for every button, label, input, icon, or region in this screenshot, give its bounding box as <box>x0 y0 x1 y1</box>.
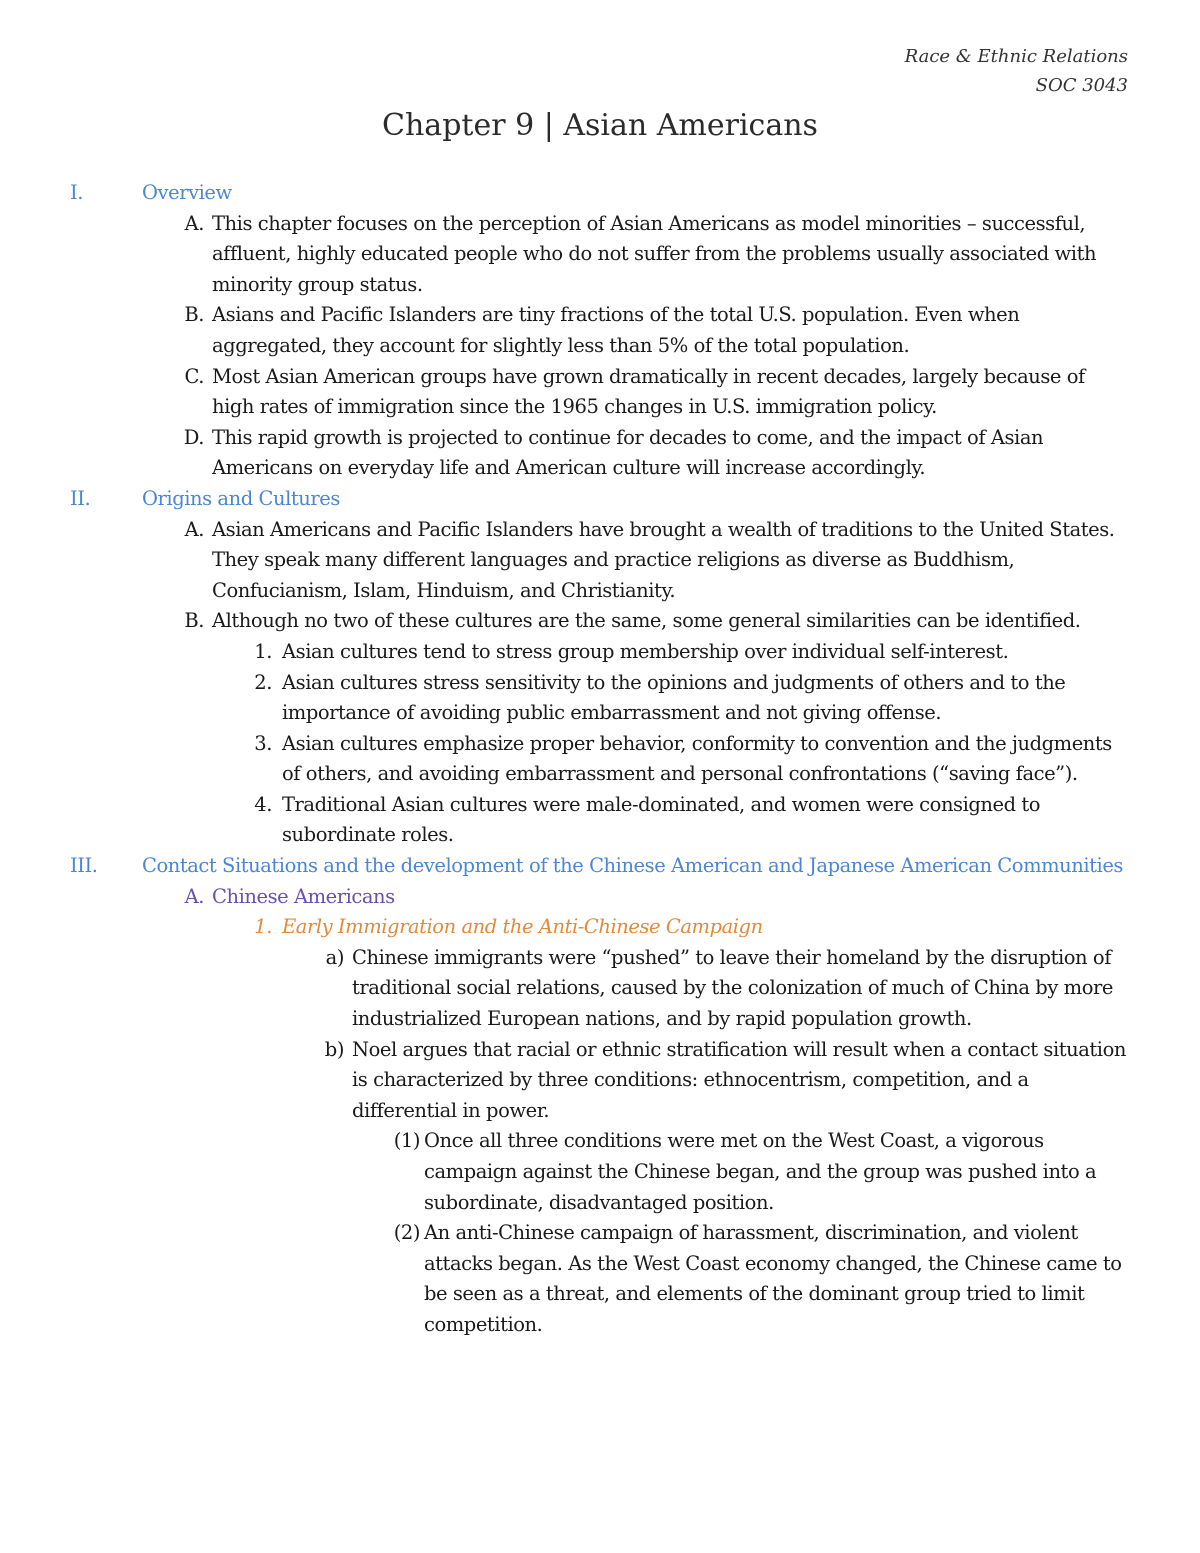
item-text: Asian cultures stress sensitivity to the opinions and judgments of others and to the importance of avoiding public embarrassment and not giving offense. <box>282 670 1066 725</box>
item-text: Chinese immigrants were “pushed” to leave their homeland by the disruption of traditional social relations, caused by the colonization of much of China by more industrialized European nations, and by rapid population growth. <box>352 945 1113 1031</box>
numbered-item <box>0 668 1130 729</box>
course-code: SOC 3043 <box>1035 75 1128 96</box>
item-marker: 1. <box>254 639 272 663</box>
section-heading-contact-situations <box>0 851 1130 882</box>
item-text: This rapid growth is projected to continue for decades to come, and the impact of Asian Americans on everyday life and American culture will increase accordingly. <box>212 425 1044 480</box>
item-marker: a) <box>325 945 344 969</box>
topic-heading-early-immigration <box>0 912 1130 943</box>
item-text: An anti-Chinese campaign of harassment, discrimination, and violent attacks began. As the West Coast economy changed, the Chinese came to be seen as a threat, and elements of the dominant group tried to limit competition. <box>424 1221 1122 1336</box>
item-text: This chapter focuses on the perception of Asian Americans as model minorities – successful, affluent, highly educated people who do not suffer from the problems usually associated with minority group status. <box>212 211 1097 296</box>
course-name: Race & Ethnic Relations <box>904 46 1128 67</box>
section-marker: III. <box>70 854 98 878</box>
numbered-item <box>0 729 1130 790</box>
item-marker: D. <box>183 425 204 449</box>
section-heading-text: Origins and Cultures <box>142 486 340 510</box>
numbered-item <box>0 637 1130 668</box>
item-marker: (1) <box>393 1129 420 1153</box>
list-item <box>0 362 1130 423</box>
item-marker: 4. <box>254 792 272 816</box>
item-marker: C. <box>184 364 204 388</box>
outline <box>0 178 1200 1341</box>
section-marker: I. <box>70 181 84 204</box>
list-item <box>0 515 1130 607</box>
item-text: Asians and Pacific Islanders are tiny fractions of the total U.S. population. Even when aggregated, they account for slightly less than 5% of the total population. <box>212 303 1020 357</box>
item-marker: 3. <box>254 731 272 755</box>
item-text: Once all three conditions were met on the West Coast, a vigorous campaign against the Chinese began, and the group was pushed into a subordinate, disadvantaged position. <box>424 1129 1097 1214</box>
section-heading-overview <box>0 178 1130 209</box>
topic-heading-text: Early Immigration and the Anti-Chinese Campaign <box>282 915 763 939</box>
section-heading-origins <box>0 484 1130 515</box>
item-marker: A. <box>184 211 204 235</box>
list-item <box>0 300 1130 361</box>
item-marker: 2. <box>254 670 272 694</box>
numbered-item <box>0 790 1130 851</box>
item-text: Although no two of these cultures are the same, some general similarities can be identified. <box>212 609 1081 633</box>
list-item <box>0 209 1130 301</box>
section-marker: II. <box>70 486 91 510</box>
section-heading-text: Contact Situations and the development of the Chinese American and Japanese American Communities <box>142 854 1123 878</box>
lettered-point <box>0 1035 1130 1127</box>
parenthetical-point <box>0 1126 1130 1218</box>
item-text: Traditional Asian cultures were male-dominated, and women were consigned to subordinate roles. <box>282 792 1041 847</box>
course-header <box>905 42 1128 100</box>
item-marker: 1. <box>254 915 272 939</box>
section-heading-text: Overview <box>142 181 232 204</box>
parenthetical-point <box>0 1218 1130 1340</box>
item-marker: b) <box>324 1037 344 1061</box>
item-text: Asian cultures tend to stress group membership over individual self-interest. <box>282 639 1009 663</box>
item-text: Asian cultures emphasize proper behavior, conformity to convention and the judgments of others, and avoiding embarrassment and personal confrontations (“saving face”). <box>282 731 1112 786</box>
item-text: Asian Americans and Pacific Islanders have brought a wealth of traditions to the United States. They speak many different languages and practice religions as diverse as Buddhism, Confucianism, Islam, Hinduism, and Christianity. <box>212 517 1115 602</box>
item-marker: A. <box>184 884 204 908</box>
item-text: Most Asian American groups have grown dramatically in recent decades, largely because of high rates of immigration since the 1965 changes in U.S. immigration policy. <box>212 364 1085 419</box>
page-title: Chapter 9 | Asian Americans <box>382 108 818 143</box>
lettered-point <box>0 943 1130 1035</box>
list-item <box>0 606 1130 637</box>
item-marker: A. <box>184 517 204 541</box>
subsection-heading-chinese-americans <box>0 882 1130 913</box>
item-marker: (2) <box>393 1221 420 1245</box>
item-marker: B. <box>184 609 204 633</box>
item-marker: B. <box>184 303 204 327</box>
subsection-heading-text: Chinese Americans <box>212 884 395 908</box>
item-text: Noel argues that racial or ethnic stratification will result when a contact situation is characterized by three conditions: ethnocentrism, competition, and a differential in power. <box>352 1037 1126 1122</box>
list-item <box>0 423 1130 484</box>
